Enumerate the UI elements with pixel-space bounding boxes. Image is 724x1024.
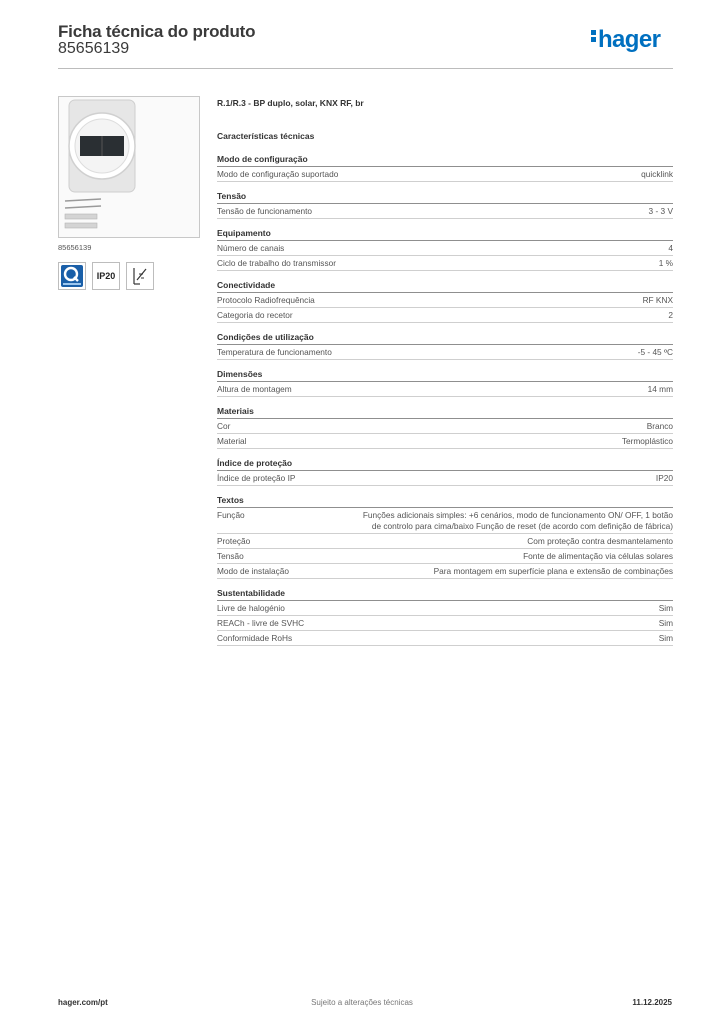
footer-note: Sujeito a alterações técnicas [311, 998, 413, 1007]
spec-row [217, 631, 673, 646]
spec-label: REACh - livre de SVHC [217, 618, 305, 628]
footer-date: 11.12.2025 [632, 998, 672, 1007]
spec-value: Sim [658, 603, 673, 613]
spec-section [217, 152, 673, 182]
spec-value: 4 [668, 243, 673, 253]
spec-value: RF KNX [642, 295, 673, 305]
page-title: Ficha técnica do produto [58, 22, 256, 41]
spec-label: Temperatura de funcionamento [217, 347, 332, 357]
mounting-icon [126, 262, 154, 290]
spec-label: Função [217, 510, 245, 520]
spec-section [217, 586, 673, 646]
spec-row [217, 382, 673, 397]
product-number: 85656139 [58, 40, 130, 57]
spec-row [217, 293, 673, 308]
spec-label: Índice de proteção IP [217, 473, 296, 483]
spec-section [217, 367, 673, 397]
spec-value: Com proteção contra desmantelamento [527, 536, 673, 546]
spec-label: Número de canais [217, 243, 285, 253]
spec-value: IP20 [655, 473, 673, 483]
spec-value: Branco [646, 421, 673, 431]
spec-label: Material [217, 436, 247, 446]
spec-section [217, 278, 673, 323]
spec-section [217, 404, 673, 449]
spec-row [217, 345, 673, 360]
spec-content [217, 96, 673, 646]
spec-row [217, 564, 673, 579]
spec-row [217, 167, 673, 182]
footer-site: hager.com/pt [58, 998, 108, 1007]
spec-label: Ciclo de trabalho do transmissor [217, 258, 336, 268]
product-photo-icon [59, 97, 199, 237]
spec-value: 1 % [658, 258, 673, 268]
spec-row [217, 204, 673, 219]
spec-label: Tensão de funcionamento [217, 206, 313, 216]
section-title: Conectividade [217, 278, 673, 293]
section-title: Condições de utilização [217, 330, 673, 345]
spec-value: 14 mm [647, 384, 673, 394]
logo-dots-icon [591, 28, 596, 44]
spec-value: Funções adicionais simples: +6 cenários, modo de funcionamento ON/ OFF, 1 botão de controlo para cima/baixo Função de reset (de acordo com definição de fábrica) [362, 510, 673, 531]
spec-section [217, 493, 673, 579]
spec-label: Livre de halogénio [217, 603, 285, 613]
spec-label: Modo de instalação [217, 566, 289, 576]
spec-label: Cor [217, 421, 231, 431]
spec-sections [217, 152, 673, 646]
section-title: Dimensões [217, 367, 673, 382]
spec-label: Protocolo Radiofrequência [217, 295, 315, 305]
section-title: Textos [217, 493, 673, 508]
spec-section [217, 226, 673, 271]
spec-row [217, 256, 673, 271]
spec-value: Termoplástico [621, 436, 673, 446]
spec-section [217, 189, 673, 219]
spec-label: Categoria do recetor [217, 310, 293, 320]
spec-label: Conformidade RoHs [217, 633, 293, 643]
spec-row [217, 241, 673, 256]
spec-section [217, 456, 673, 486]
section-title: Tensão [217, 189, 673, 204]
spec-value: 3 - 3 V [648, 206, 673, 216]
spec-label: Altura de montagem [217, 384, 292, 394]
spec-value: quicklink [641, 169, 673, 179]
spec-row [217, 508, 673, 534]
spec-section [217, 330, 673, 360]
certification-icons [58, 262, 154, 290]
spec-row [217, 601, 673, 616]
product-name: R.1/R.3 - BP duplo, solar, KNX RF, br [217, 98, 364, 108]
spec-row [217, 471, 673, 486]
spec-value: Sim [658, 633, 673, 643]
section-title: Modo de configuração [217, 152, 673, 167]
spec-row [217, 434, 673, 449]
quicklink-icon [58, 262, 86, 290]
logo-text: hager [598, 26, 661, 53]
section-title: Sustentabilidade [217, 586, 673, 601]
hager-logo [591, 28, 660, 52]
spec-value: -5 - 45 ºC [637, 347, 673, 357]
section-title: Índice de proteção [217, 456, 673, 471]
spec-row [217, 534, 673, 549]
spec-label: Tensão [217, 551, 244, 561]
spec-label: Proteção [217, 536, 251, 546]
section-title: Materiais [217, 404, 673, 419]
spec-label: Modo de configuração suportado [217, 169, 339, 179]
tech-specs-heading: Características técnicas [217, 131, 315, 141]
spec-value: 2 [668, 310, 673, 320]
ip20-badge: IP20 [92, 262, 120, 290]
spec-value: Sim [658, 618, 673, 628]
spec-row [217, 308, 673, 323]
product-code: 85656139 [58, 243, 92, 252]
spec-row [217, 616, 673, 631]
spec-row [217, 419, 673, 434]
spec-value: Para montagem em superfície plana e extensão de combinações [433, 566, 673, 576]
section-title: Equipamento [217, 226, 673, 241]
spec-row [217, 549, 673, 564]
header-divider [58, 68, 673, 69]
product-image [58, 96, 200, 238]
spec-value: Fonte de alimentação via células solares [523, 551, 673, 561]
